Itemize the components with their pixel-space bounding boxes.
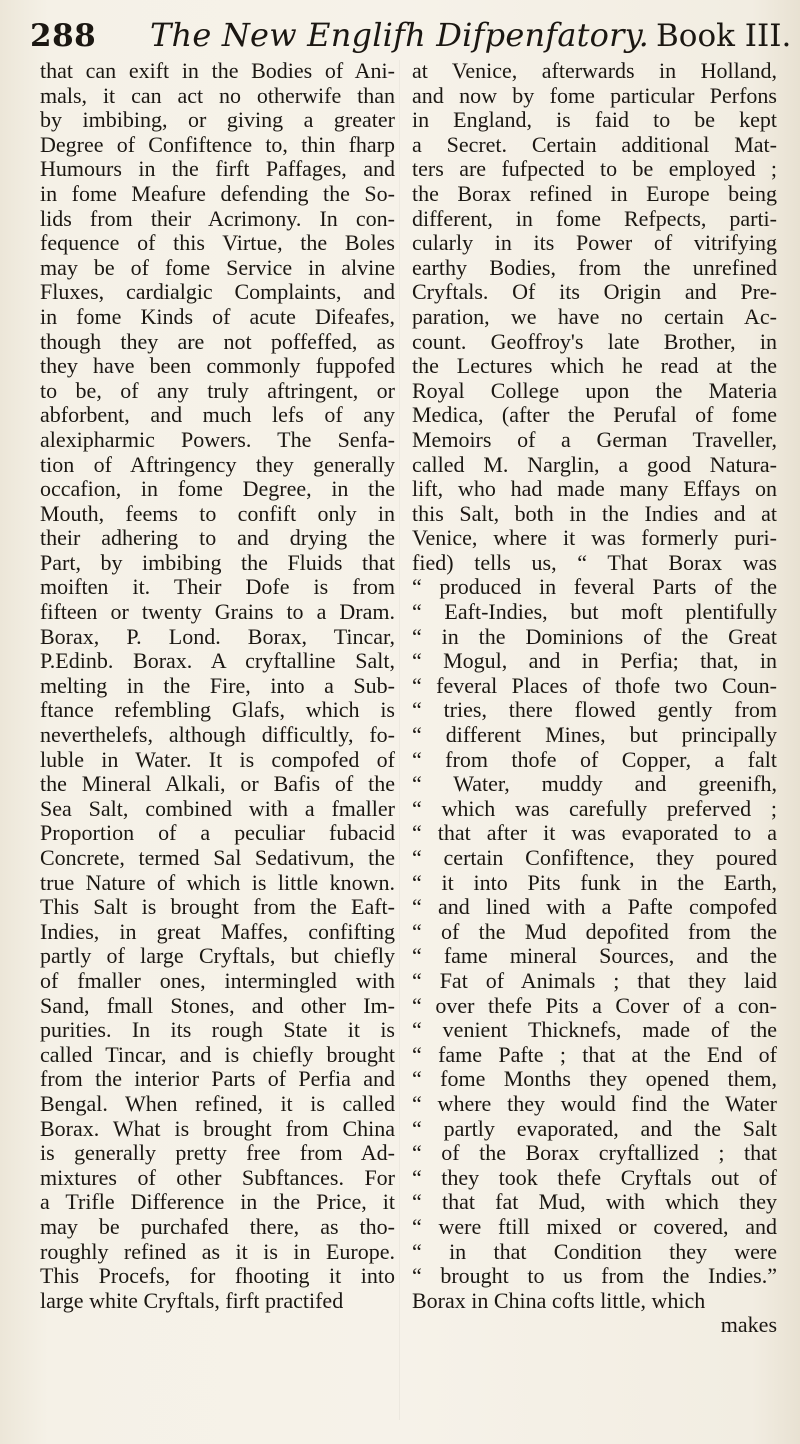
text-line: may be of fome Service in alvine bbox=[40, 255, 395, 280]
text-line: “ produced in feveral Parts of the bbox=[412, 575, 777, 600]
running-title: The New Englifh Difpenfatory. bbox=[150, 16, 650, 54]
text-line: makes bbox=[720, 1313, 777, 1338]
text-line: Medica, (after the Perufal of fome bbox=[412, 403, 777, 428]
text-line: alexipharmic Powers. The Senfa- bbox=[40, 427, 395, 452]
text-line: “ where they would find the Water bbox=[412, 1091, 777, 1116]
text-line: Mouth, feems to confift only in bbox=[40, 501, 395, 526]
text-line: the Mineral Alkali, or Bafis of the bbox=[40, 772, 395, 797]
text-line: cularly in its Power of vitrifying bbox=[412, 231, 777, 256]
text-line: “ of the Borax cryftallized ; that bbox=[412, 1141, 777, 1166]
text-line: “ from thofe of Copper, a falt bbox=[412, 747, 777, 772]
text-line: they have been commonly fuppofed bbox=[40, 354, 395, 379]
text-line: that can exift in the Bodies of Ani- bbox=[40, 59, 395, 83]
text-line: abforbent, and much lefs of any bbox=[40, 403, 395, 428]
text-line: the Lectures which he read at the bbox=[412, 354, 777, 379]
text-line: Cryftals. Of its Origin and Pre- bbox=[412, 280, 777, 305]
page-number: 288 bbox=[30, 18, 97, 54]
text-line: “ different Mines, but principally bbox=[412, 723, 777, 748]
text-line: Part, by imbibing the Fluids that bbox=[40, 550, 395, 575]
column-gutter bbox=[399, 60, 400, 1420]
page-header bbox=[0, 8, 800, 64]
text-line: “ Water, muddy and greenifh, bbox=[412, 772, 777, 797]
text-line: though they are not poffeffed, as bbox=[40, 329, 395, 354]
text-line: neverthelefs, although difficultly, fo- bbox=[40, 723, 395, 748]
text-line: luble in Water. It is compofed of bbox=[40, 747, 395, 772]
text-line: this Salt, both in the Indies and at bbox=[412, 501, 777, 526]
text-line: Sand, fmall Stones, and other Im- bbox=[40, 993, 395, 1018]
text-line: and now by fome particular Perfons bbox=[412, 83, 777, 108]
text-line: is generally pretty free from Ad- bbox=[40, 1141, 395, 1166]
text-line: occafion, in fome Degree, in the bbox=[40, 477, 395, 502]
text-line: “ that fat Mud, with which they bbox=[412, 1190, 777, 1215]
text-line: This Procefs, for fhooting it into bbox=[40, 1264, 395, 1289]
text-line: different, in fome Refpects, parti- bbox=[412, 206, 777, 231]
right-column bbox=[412, 59, 777, 1338]
book-label: Book III. bbox=[656, 18, 792, 54]
text-line: Concrete, termed Sal Sedativum, the bbox=[40, 846, 395, 870]
text-line: in England, is faid to be kept bbox=[412, 108, 777, 133]
text-line: “ and lined with a Pafte compofed bbox=[412, 895, 777, 920]
text-line: Borax, P. Lond. Borax, Tincar, bbox=[40, 624, 395, 649]
text-line: ters are fufpected to be employed ; bbox=[412, 157, 777, 182]
text-line: “ brought to us from the Indies.” bbox=[412, 1264, 777, 1289]
text-line: “ were ftill mixed or covered, and bbox=[412, 1214, 777, 1239]
text-line: Venice, where it was formerly puri- bbox=[412, 526, 777, 551]
text-line: Proportion of a peculiar fubacid bbox=[40, 821, 395, 846]
text-line: Bengal. When refined, it is called bbox=[40, 1091, 395, 1116]
text-line: lids from their Acrimony. In con- bbox=[40, 206, 395, 231]
text-line: “ fame Pafte ; that at the End of bbox=[412, 1042, 777, 1067]
text-line: “ certain Confiftence, they poured bbox=[412, 846, 777, 870]
text-line: “ venient Thicknefs, made of the bbox=[412, 1018, 777, 1043]
text-line: “ which was carefully preferved ; bbox=[412, 796, 777, 821]
text-line: This Salt is brought from the Eaft- bbox=[40, 895, 395, 920]
text-line: melting in the Fire, into a Sub- bbox=[40, 673, 395, 698]
text-line: “ fome Months they opened them, bbox=[412, 1067, 777, 1092]
text-line: Fluxes, cardialgic Complaints, and bbox=[40, 280, 395, 305]
text-line: from the interior Parts of Perfia and bbox=[40, 1067, 395, 1092]
text-line: “ fame mineral Sources, and the bbox=[412, 944, 777, 969]
text-line: may be purchafed there, as tho- bbox=[40, 1214, 395, 1239]
text-line: Borax in China cofts little, which bbox=[412, 1288, 706, 1313]
text-line: “ tries, there flowed gently from bbox=[412, 698, 777, 723]
left-column bbox=[40, 59, 395, 1313]
text-line: “ in the Dominions of the Great bbox=[412, 624, 777, 649]
text-line: count. Geoffroy's late Brother, in bbox=[412, 329, 777, 354]
text-line: “ partly evaporated, and the Salt bbox=[412, 1116, 777, 1141]
text-line: Humours in the firft Paffages, and bbox=[40, 157, 395, 182]
text-line: “ of the Mud depofited from the bbox=[412, 919, 777, 944]
text-line: of fmaller ones, intermingled with bbox=[40, 968, 395, 993]
text-line: P.Edinb. Borax. A cryftalline Salt, bbox=[40, 649, 395, 674]
text-line: roughly refined as it is in Europe. bbox=[40, 1239, 395, 1264]
text-line: Indies, in great Maffes, confifting bbox=[40, 919, 395, 944]
text-line: earthy Bodies, from the unrefined bbox=[412, 255, 777, 280]
text-line: Borax. What is brought from China bbox=[40, 1116, 395, 1141]
text-line: a Secret. Certain additional Mat- bbox=[412, 132, 777, 157]
text-line: large white Cryftals, firft practifed bbox=[40, 1288, 344, 1313]
text-line: moiften it. Their Dofe is from bbox=[40, 575, 395, 600]
text-line: tion of Aftringency they generally bbox=[40, 452, 395, 477]
text-line: mixtures of other Subftances. For bbox=[40, 1165, 395, 1190]
text-line: at Venice, afterwards in Holland, bbox=[412, 59, 777, 83]
text-line: “ Fat of Animals ; that they laid bbox=[412, 968, 777, 993]
text-line: in fome Meafure defending the So- bbox=[40, 181, 395, 206]
text-line: fied) tells us, “ That Borax was bbox=[412, 550, 777, 575]
text-line: “ that after it was evaporated to a bbox=[412, 821, 777, 846]
text-line: called M. Narglin, a good Natura- bbox=[412, 452, 777, 477]
text-line: paration, we have no certain Ac- bbox=[412, 304, 777, 329]
text-line: to be, of any truly aftringent, or bbox=[40, 378, 395, 403]
text-line: called Tincar, and is chiefly brought bbox=[40, 1042, 395, 1067]
text-line: lift, who had made many Effays on bbox=[412, 477, 777, 502]
text-line: “ it into Pits funk in the Earth, bbox=[412, 870, 777, 895]
text-line: their adhering to and drying the bbox=[40, 526, 395, 551]
text-line: the Borax refined in Europe being bbox=[412, 181, 777, 206]
text-line: true Nature of which is little known. bbox=[40, 870, 395, 895]
text-line: “ over thefe Pits a Cover of a con- bbox=[412, 993, 777, 1018]
text-line: mals, it can act no otherwife than bbox=[40, 83, 395, 108]
text-line: “ in that Condition they were bbox=[412, 1239, 777, 1264]
text-line: Degree of Confiftence to, thin fharp bbox=[40, 132, 395, 157]
text-line: fifteen or twenty Grains to a Dram. bbox=[40, 600, 395, 625]
text-line: Memoirs of a German Traveller, bbox=[412, 427, 777, 452]
text-line: purities. In its rough State it is bbox=[40, 1018, 395, 1043]
text-line: fequence of this Virtue, the Boles bbox=[40, 231, 395, 256]
text-line: “ Eaft-Indies, but moft plentifully bbox=[412, 600, 777, 625]
text-line: Sea Salt, combined with a fmaller bbox=[40, 796, 395, 821]
text-line: partly of large Cryftals, but chiefly bbox=[40, 944, 395, 969]
text-line: “ they took thefe Cryftals out of bbox=[412, 1165, 777, 1190]
text-line: Royal College upon the Materia bbox=[412, 378, 777, 403]
text-line: “ Mogul, and in Perfia; that, in bbox=[412, 649, 777, 674]
text-line: “ feveral Places of thofe two Coun- bbox=[412, 673, 777, 698]
text-line: ftance refembling Glafs, which is bbox=[40, 698, 395, 723]
text-line: in fome Kinds of acute Difeafes, bbox=[40, 304, 395, 329]
text-line: by imbibing, or giving a greater bbox=[40, 108, 395, 133]
text-line: a Trifle Difference in the Price, it bbox=[40, 1190, 395, 1215]
